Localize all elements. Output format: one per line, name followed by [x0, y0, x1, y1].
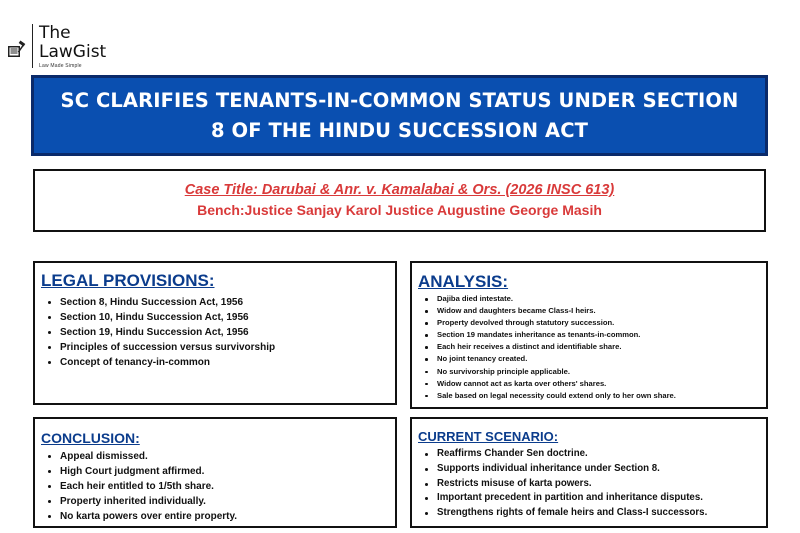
list-item: Widow and daughters became Class-I heirs.: [437, 305, 766, 317]
logo-text: [39, 24, 106, 69]
logo-title-line1: The: [39, 23, 71, 43]
conclusion-heading: CONCLUSION:: [41, 430, 140, 446]
conclusion-panel: [33, 417, 397, 528]
list-item: Section 10, Hindu Succession Act, 1956: [60, 310, 395, 325]
case-info-box: [33, 169, 766, 232]
list-item: Concept of tenancy-in-common: [60, 355, 395, 370]
case-title: Case Title: Darubai & Anr. v. Kamalabai & Ors. (2026 INSC 613): [184, 182, 615, 198]
list-item: No joint tenancy created.: [437, 353, 766, 365]
list-item: Restricts misuse of karta powers.: [437, 477, 766, 492]
analysis-heading: ANALYSIS:: [418, 272, 509, 291]
case-bench: Bench:Justice Sanjay Karol Justice Augustine George Masih: [197, 202, 602, 218]
conclusion-list: [60, 449, 395, 524]
list-item: No karta powers over entire property.: [60, 509, 395, 524]
list-item: Section 19, Hindu Succession Act, 1956: [60, 325, 395, 340]
headline-text: SC CLARIFIES TENANTS-IN-COMMON STATUS UNDER SECTION 8 OF THE HINDU SUCCESSION ACT: [60, 88, 739, 142]
list-item: Important precedent in partition and inheritance disputes.: [437, 491, 766, 506]
legal-provisions-panel: [33, 261, 397, 405]
analysis-list: [437, 293, 766, 402]
list-item: Section 19 mandates inheritance as tenants-in-common.: [437, 329, 766, 341]
current-scenario-panel: [410, 417, 768, 528]
list-item: Appeal dismissed.: [60, 449, 395, 464]
list-item: Reaffirms Chander Sen doctrine.: [437, 447, 766, 462]
headline-banner: [31, 75, 768, 156]
logo-divider: [32, 24, 33, 68]
list-item: Widow cannot act as karta over others' shares.: [437, 378, 766, 390]
logo-title-line2: LawGist: [39, 42, 107, 62]
legal-provisions-heading: LEGAL PROVISIONS:: [41, 271, 215, 290]
current-scenario-list: [437, 447, 766, 521]
list-item: Principles of succession versus survivorship: [60, 340, 395, 355]
list-item: Each heir receives a distinct and identifiable share.: [437, 341, 766, 353]
list-item: Dajiba died intestate.: [437, 293, 766, 305]
list-item: Strengthens rights of female heirs and Class-I successors.: [437, 506, 766, 521]
legal-provisions-list: [60, 295, 395, 370]
current-scenario-heading: CURRENT SCENARIO:: [418, 429, 559, 444]
logo: [6, 24, 106, 72]
list-item: Property inherited individually.: [60, 494, 395, 509]
list-item: Sale based on legal necessity could extend only to her own share.: [437, 390, 766, 402]
list-item: Each heir entitled to 1/5th share.: [60, 479, 395, 494]
list-item: Supports individual inheritance under Section 8.: [437, 462, 766, 477]
book-gavel-icon: [6, 38, 28, 60]
list-item: Property devolved through statutory succession.: [437, 317, 766, 329]
logo-tagline: Law Made Simple: [39, 63, 82, 69]
list-item: High Court judgment affirmed.: [60, 464, 395, 479]
list-item: Section 8, Hindu Succession Act, 1956: [60, 295, 395, 310]
analysis-panel: [410, 261, 768, 409]
list-item: No survivorship principle applicable.: [437, 366, 766, 378]
